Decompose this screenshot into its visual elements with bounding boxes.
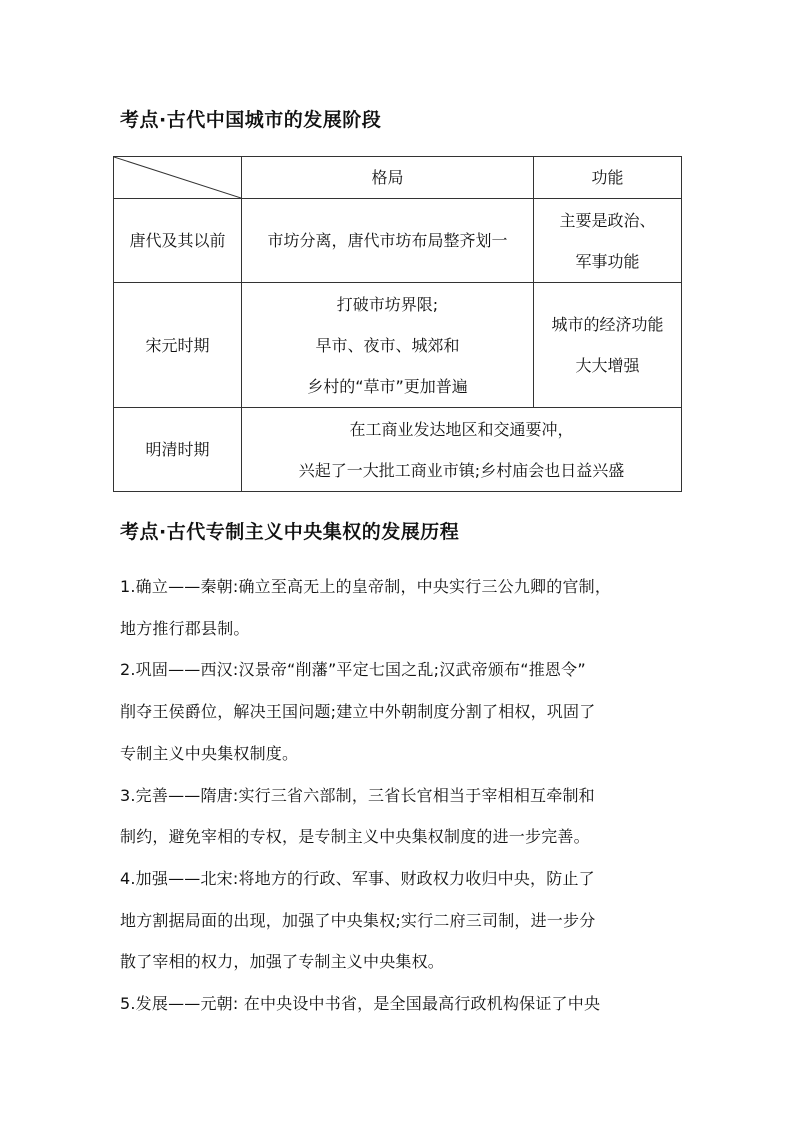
cell-line: 早市、夜市、城郊和 [315, 335, 460, 355]
item-line: 1.确立——秦朝:确立至高无上的皇帝制，中央实行三公九卿的官制， [120, 577, 612, 596]
period-cell [114, 408, 242, 492]
item-line: 削夺王侯爵位，解决王国问题;建立中外朝制度分割了相权，巩固了 [120, 702, 596, 722]
cell-line: 军事功能 [575, 251, 640, 271]
cell-line: 主要是政治、 [559, 210, 656, 230]
item-line: 3.完善——隋唐:实行三省六部制，三省长官相当于宰相相互牵制和 [120, 785, 595, 805]
table-header-row [114, 157, 682, 199]
item-line: 制约，避免宰相的专权，是专制主义中央集权制度的进一步完善。 [120, 827, 590, 847]
city-stages-table [113, 156, 682, 492]
cell-line: 打破市坊界限; [336, 294, 439, 314]
list-item [120, 566, 690, 649]
section-heading-centralization: 考点·古代专制主义中央集权的发展历程 [120, 521, 460, 543]
layout-cell [242, 283, 534, 408]
item-line: 地方推行郡县制。 [120, 618, 250, 638]
list-item [120, 775, 690, 858]
centralization-list [120, 566, 690, 1025]
header-layout: 格局 [242, 157, 534, 199]
function-cell [534, 283, 682, 408]
section-heading-city: 考点·古代中国城市的发展阶段 [120, 109, 382, 131]
list-item [120, 649, 690, 774]
cell-line: 大大增强 [575, 356, 640, 375]
table-row [114, 283, 682, 408]
item-line: 4.加强——北宋:将地方的行政、军事、财政权力收归中央，防止了 [120, 868, 595, 888]
item-line: 地方割据局面的出现，加强了中央集权;实行二府三司制，进一步分 [120, 910, 596, 930]
item-line: 5.发展——元朝: 在中央设中书省，是全国最高行政机构保证了中央 [120, 994, 601, 1014]
item-line: 散了宰相的权力，加强了专制主义中央集权。 [120, 952, 445, 972]
period-label: 明清时期 [145, 440, 210, 459]
table-row [114, 408, 682, 492]
merged-cell [242, 408, 682, 492]
layout-cell [242, 199, 534, 283]
item-line: 2.巩固——西汉:汉景帝“削藩”平定七国之乱;汉武帝颁布“推恩令” [120, 660, 586, 680]
cell-line: 在工商业发达地区和交通要冲， [349, 419, 574, 439]
diagonal-line [114, 157, 241, 198]
cell-line: 兴起了一大批工商业市镇;乡村庙会也日益兴盛 [298, 460, 625, 480]
list-item [120, 983, 690, 1025]
cell-line: 乡村的“草市”更加普遍 [307, 376, 468, 396]
diagonal-header-cell [114, 157, 242, 199]
cell-line: 城市的经济功能 [551, 315, 664, 334]
list-item [120, 858, 690, 983]
period-cell: 宋元时期 [114, 283, 242, 408]
header-function: 功能 [534, 157, 682, 199]
item-line: 专制主义中央集权制度。 [120, 743, 299, 763]
table-row [114, 199, 682, 283]
period-cell: 唐代及其以前 [114, 199, 242, 283]
function-cell [534, 199, 682, 283]
cell-line: 市坊分离，唐代市坊布局整齐划一 [267, 231, 508, 250]
